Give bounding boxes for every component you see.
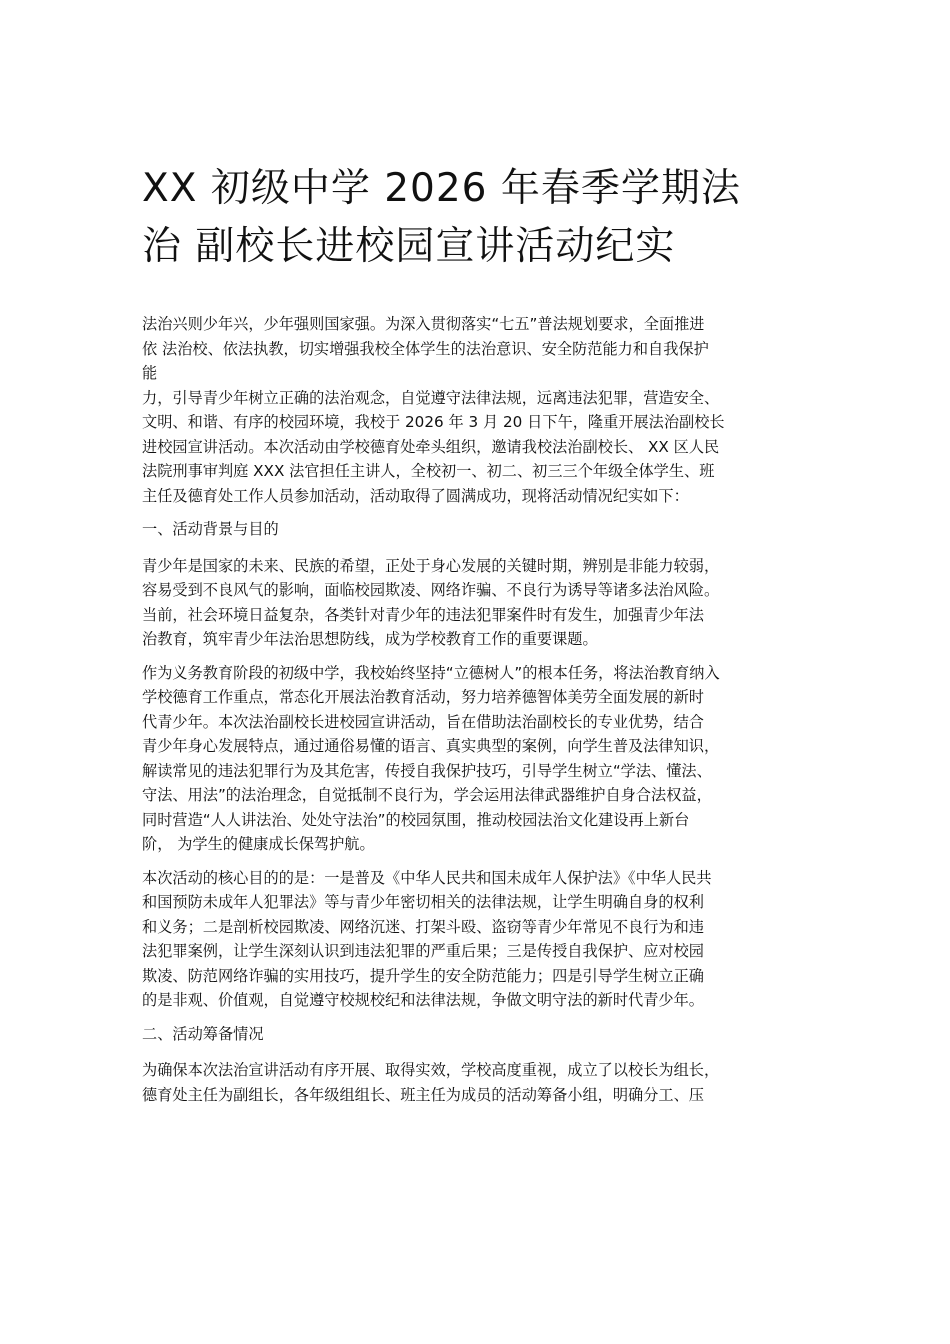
title-line-2: 治 副校长进校园宣讲活动纪实: [142, 224, 676, 269]
text-line: 守法、用法”的法治理念，自觉抵制不良行为，学会运用法律武器维护自身合法权益，: [142, 786, 712, 804]
intro-paragraph: [142, 312, 822, 508]
text-line: 主任及德育处工作人员参加活动，活动取得了圆满成功，现将活动情况纪实如下：: [142, 486, 689, 505]
text-line: 和义务；二是剖析校园欺凌、网络沉迷、打架斗殴、盗窃等青少年常见不良行为和违: [142, 917, 704, 936]
text-line: 解读常见的违法犯罪行为及其危害，传授自我保护技巧，引导学生树立“学法、懂法、: [142, 761, 712, 780]
text-line: 容易受到不良风气的影响，面临校园欺凌、网络诈骗、不良行为诱导等诸多法治风险。: [142, 581, 720, 599]
text-line: 法治兴则少年兴，少年强则国家强。为深入贯彻落实“七五”普法规划要求，全面推进: [142, 315, 705, 333]
text-line: 和国预防未成年人犯罪法》等与青少年密切相关的法律法规，让学生明确自身的权利: [142, 893, 704, 911]
section2-paragraph-1: [142, 1058, 822, 1107]
text-line: 学校德育工作重点，常态化开展法治教育活动，努力培养德智体美劳全面发展的新时: [142, 688, 704, 706]
text-line: 青少年是国家的未来、民族的希望，正处于身心发展的关键时期，辨别是非能力较弱，: [142, 556, 720, 575]
section1-paragraph-3: [142, 866, 822, 1013]
text-line: 同时营造“人人讲法治、处处守法治”的校园氛围，推动校园法治文化建设再上新台: [142, 810, 690, 829]
text-line: 代青少年。本次法治副校长进校园宣讲活动，旨在借助法治副校长的专业优势，结合: [142, 712, 704, 731]
section1-paragraph-1: [142, 554, 822, 652]
text-line: 能: [142, 364, 158, 382]
text-line: 德育处主任为副组长，各年级组组长、班主任为成员的活动筹备小组，明确分工、压: [142, 1085, 704, 1104]
text-line: 依 法治校、依法执教，切实增强我校全体学生的法治意识、安全防范能力和自我保护: [142, 339, 709, 358]
text-line: 本次活动的核心目的的是：一是普及《中华人民共和国未成年人保护法》《中华人民共: [142, 868, 712, 887]
text-line: 当前，社会环境日益复杂，各类针对青少年的违法犯罪案件时有发生，加强青少年法: [142, 605, 704, 624]
section-heading: 二、活动筹备情况: [142, 1024, 264, 1043]
text-line: 青少年身心发展特点，通过通俗易懂的语言、真实典型的案例，向学生普及法律知识，: [142, 737, 720, 755]
text-line: 法犯罪案例，让学生深刻认识到违法犯罪的严重后果；三是传授自我保护、应对校园: [142, 942, 704, 960]
text-line: 作为义务教育阶段的初级中学，我校始终坚持“立德树人”的根本任务，将法治教育纳入: [142, 663, 720, 682]
text-line: 欺凌、防范网络诈骗的实用技巧，提升学生的安全防范能力；四是引导学生树立正确: [142, 966, 704, 985]
title-line-1: XX 初级中学 2026 年春季学期法: [142, 166, 741, 211]
text-line: 治教育，筑牢青少年法治思想防线，成为学校教育工作的重要课题。: [142, 630, 598, 648]
document-body: [142, 312, 822, 1107]
text-line: 力，引导青少年树立正确的法治观念，自觉遵守法律法规，远离违法犯罪，营造安全、: [142, 388, 720, 407]
text-line: 阶， 为学生的健康成长保驾护航。: [142, 835, 375, 853]
document-title: [142, 160, 842, 276]
text-line: 文明、和谐、有序的校园环境，我校于 2026 年 3 月 20 日下午，隆重开展法治副校长: [142, 413, 725, 431]
section1-paragraph-2: [142, 661, 822, 857]
section-heading: 一、活动背景与目的: [142, 520, 279, 538]
text-line: 的是非观、价值观，自觉遵守校规校纪和法律法规，争做文明守法的新时代青少年。: [142, 991, 704, 1009]
text-line: 为确保本次法治宣讲活动有序开展、取得实效，学校高度重视，成立了以校长为组长，: [142, 1061, 720, 1079]
text-line: 进校园宣讲活动。本次活动由学校德育处牵头组织，邀请我校法治副校长、 XX 区人民: [142, 437, 720, 456]
text-line: 法院刑事审判庭 XXX 法官担任主讲人，全校初一、初二、初三三个年级全体学生、班: [142, 462, 715, 480]
